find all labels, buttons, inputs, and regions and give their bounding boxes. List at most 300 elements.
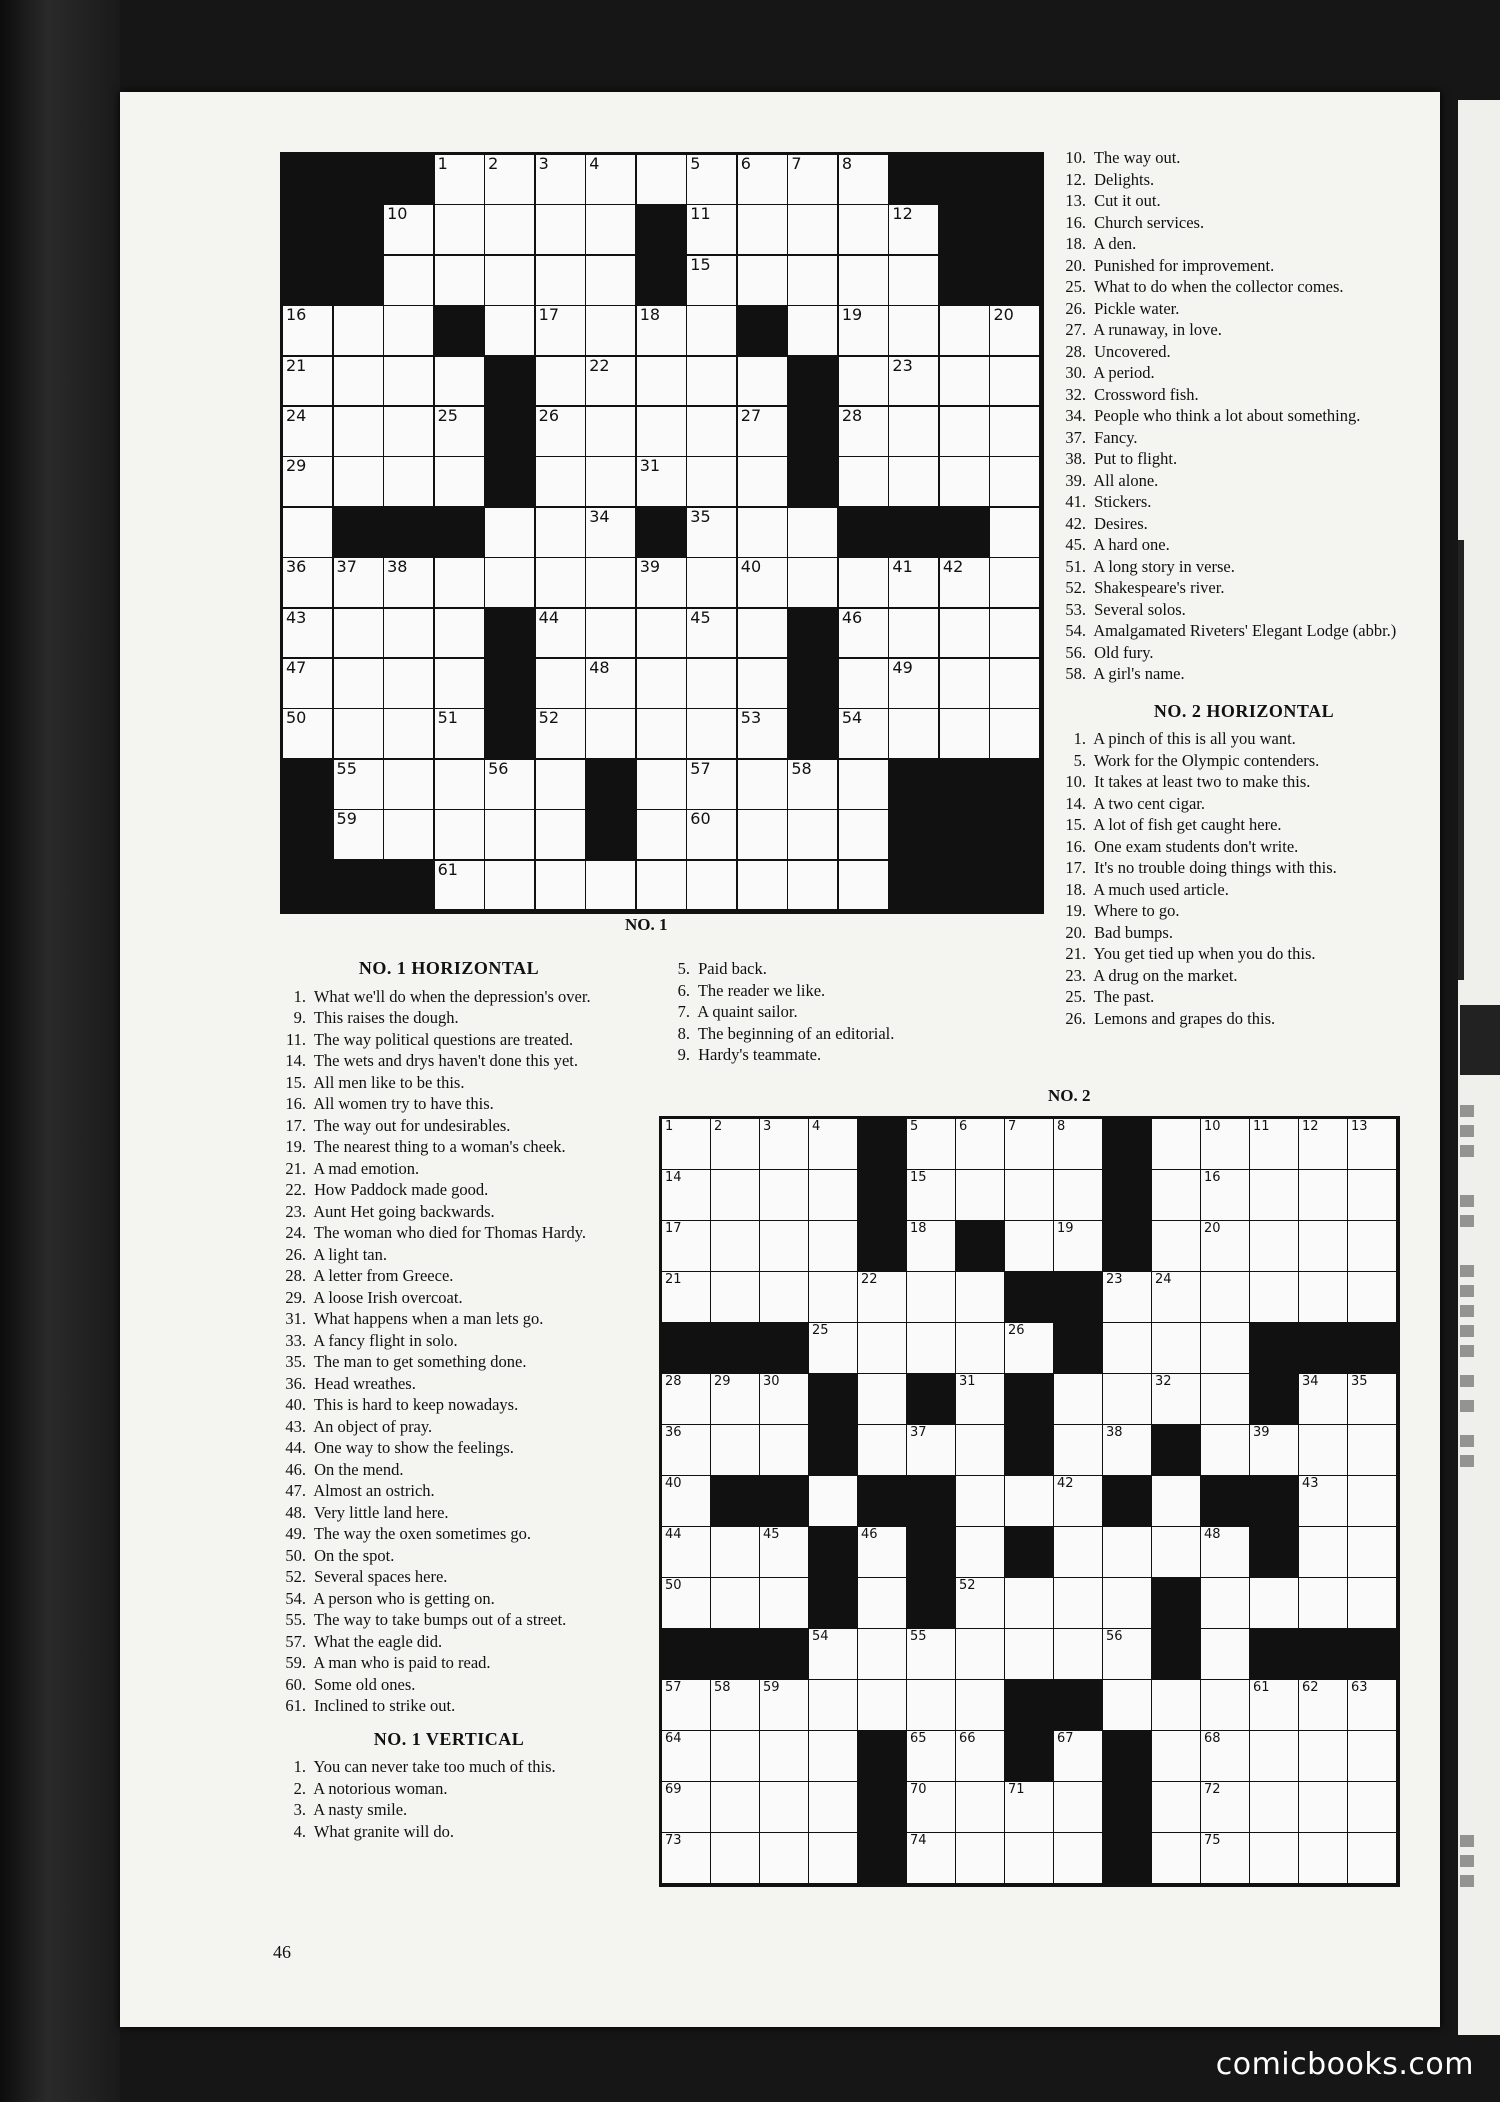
- crossword-no2-cell[interactable]: [1152, 1170, 1202, 1222]
- crossword-no2-cell[interactable]: [1005, 1782, 1055, 1834]
- crossword-no1-cell[interactable]: [788, 861, 839, 912]
- crossword-no1-cell[interactable]: [990, 407, 1041, 458]
- crossword-no1-cell[interactable]: [940, 407, 991, 458]
- crossword-no1-cell[interactable]: [435, 205, 486, 256]
- crossword-no2-cell[interactable]: [1348, 1119, 1398, 1171]
- crossword-no1-cell[interactable]: [435, 709, 486, 760]
- crossword-no2-cell[interactable]: [956, 1527, 1006, 1579]
- crossword-no2-cell[interactable]: [662, 1680, 712, 1732]
- crossword-no2-cell[interactable]: [662, 1476, 712, 1528]
- crossword-no2-cell[interactable]: [809, 1680, 859, 1732]
- crossword-no1-cell[interactable]: [687, 558, 738, 609]
- crossword-no2-cell[interactable]: [1201, 1527, 1251, 1579]
- crossword-no2-cell[interactable]: [956, 1476, 1006, 1528]
- crossword-no2-cell[interactable]: [956, 1119, 1006, 1171]
- crossword-no2-cell[interactable]: [1299, 1374, 1349, 1426]
- crossword-no1-cell[interactable]: [637, 659, 688, 710]
- crossword-no2-cell[interactable]: [760, 1731, 810, 1783]
- crossword-no2-cell[interactable]: [1152, 1221, 1202, 1273]
- crossword-no2-cell[interactable]: [907, 1425, 957, 1477]
- crossword-no1-cell[interactable]: [637, 457, 688, 508]
- crossword-no1-cell[interactable]: [889, 306, 940, 357]
- crossword-no2-cell[interactable]: [1348, 1527, 1398, 1579]
- crossword-no2-cell[interactable]: [1250, 1119, 1300, 1171]
- crossword-no1-cell[interactable]: [990, 558, 1041, 609]
- crossword-no1-cell[interactable]: [435, 609, 486, 660]
- crossword-no1-cell[interactable]: [687, 457, 738, 508]
- crossword-no1-cell[interactable]: [637, 306, 688, 357]
- crossword-no2-cell[interactable]: [1103, 1578, 1153, 1630]
- crossword-no2-cell[interactable]: [907, 1629, 957, 1681]
- crossword-no1-cell[interactable]: [839, 861, 890, 912]
- crossword-no1-cell[interactable]: [788, 508, 839, 559]
- crossword-no1-cell[interactable]: [536, 205, 587, 256]
- crossword-no2-cell[interactable]: [1054, 1374, 1104, 1426]
- crossword-no2-cell[interactable]: [760, 1170, 810, 1222]
- crossword-no1-cell[interactable]: [283, 659, 334, 710]
- crossword-no1-cell[interactable]: [889, 357, 940, 408]
- crossword-no1-cell[interactable]: [435, 558, 486, 609]
- crossword-no1-cell[interactable]: [687, 609, 738, 660]
- crossword-no1-cell[interactable]: [839, 407, 890, 458]
- crossword-no1-cell[interactable]: [738, 457, 789, 508]
- crossword-no1-cell[interactable]: [334, 760, 385, 811]
- crossword-no1-cell[interactable]: [586, 155, 637, 206]
- crossword-no2-cell[interactable]: [1005, 1629, 1055, 1681]
- crossword-no2-cell[interactable]: [760, 1782, 810, 1834]
- crossword-no2-cell[interactable]: [858, 1323, 908, 1375]
- crossword-no2-cell[interactable]: [1103, 1374, 1153, 1426]
- crossword-no2-cell[interactable]: [956, 1323, 1006, 1375]
- crossword-no2-cell[interactable]: [956, 1629, 1006, 1681]
- crossword-no2-cell[interactable]: [1250, 1578, 1300, 1630]
- crossword-no1-cell[interactable]: [637, 357, 688, 408]
- crossword-no2-cell[interactable]: [662, 1782, 712, 1834]
- crossword-no1-cell[interactable]: [738, 609, 789, 660]
- crossword-no2-cell[interactable]: [1103, 1272, 1153, 1324]
- crossword-no1-cell[interactable]: [435, 155, 486, 206]
- crossword-no2-cell[interactable]: [1152, 1476, 1202, 1528]
- crossword-no2-cell[interactable]: [1054, 1119, 1104, 1171]
- crossword-no2-cell[interactable]: [760, 1527, 810, 1579]
- crossword-no2-cell[interactable]: [1201, 1374, 1251, 1426]
- crossword-no1-cell[interactable]: [839, 357, 890, 408]
- crossword-no2-cell[interactable]: [809, 1221, 859, 1273]
- crossword-no2-cell[interactable]: [1054, 1782, 1104, 1834]
- crossword-no1-cell[interactable]: [839, 810, 890, 861]
- crossword-no2-cell[interactable]: [1054, 1833, 1104, 1885]
- crossword-no1-cell[interactable]: [435, 810, 486, 861]
- crossword-no2-cell[interactable]: [1201, 1578, 1251, 1630]
- crossword-no2-cell[interactable]: [1103, 1425, 1153, 1477]
- crossword-no1-cell[interactable]: [536, 659, 587, 710]
- crossword-no2-cell[interactable]: [1201, 1221, 1251, 1273]
- crossword-no1-cell[interactable]: [334, 407, 385, 458]
- crossword-no2-cell[interactable]: [1348, 1731, 1398, 1783]
- crossword-no1-cell[interactable]: [990, 357, 1041, 408]
- crossword-no1-cell[interactable]: [940, 357, 991, 408]
- crossword-no1-cell[interactable]: [839, 205, 890, 256]
- crossword-no1-cell[interactable]: [485, 558, 536, 609]
- crossword-no2-cell[interactable]: [760, 1578, 810, 1630]
- crossword-no1-cell[interactable]: [586, 609, 637, 660]
- crossword-no2-cell[interactable]: [1201, 1782, 1251, 1834]
- crossword-no2-cell[interactable]: [1201, 1425, 1251, 1477]
- crossword-no2-cell[interactable]: [1201, 1629, 1251, 1681]
- crossword-no1-cell[interactable]: [586, 457, 637, 508]
- crossword-no2-cell[interactable]: [956, 1833, 1006, 1885]
- crossword-no2-cell[interactable]: [858, 1629, 908, 1681]
- crossword-no1-cell[interactable]: [536, 558, 587, 609]
- crossword-no2-cell[interactable]: [1299, 1272, 1349, 1324]
- crossword-no1-cell[interactable]: [384, 205, 435, 256]
- crossword-no1-cell[interactable]: [435, 659, 486, 710]
- crossword-no1-cell[interactable]: [435, 357, 486, 408]
- crossword-no1-cell[interactable]: [536, 357, 587, 408]
- crossword-no2-cell[interactable]: [809, 1323, 859, 1375]
- crossword-no1-cell[interactable]: [384, 810, 435, 861]
- crossword-no1-cell[interactable]: [940, 709, 991, 760]
- crossword-no1-cell[interactable]: [637, 407, 688, 458]
- crossword-no1-cell[interactable]: [536, 609, 587, 660]
- crossword-no1-cell[interactable]: [485, 861, 536, 912]
- crossword-no2-cell[interactable]: [858, 1680, 908, 1732]
- crossword-no1-cell[interactable]: [889, 457, 940, 508]
- crossword-no1-cell[interactable]: [384, 609, 435, 660]
- crossword-no2-cell[interactable]: [1299, 1731, 1349, 1783]
- crossword-no2-cell[interactable]: [711, 1680, 761, 1732]
- crossword-no2-cell[interactable]: [956, 1425, 1006, 1477]
- crossword-no2-cell[interactable]: [711, 1170, 761, 1222]
- crossword-no2-cell[interactable]: [1152, 1833, 1202, 1885]
- crossword-no2-cell[interactable]: [1005, 1221, 1055, 1273]
- crossword-no1-cell[interactable]: [586, 306, 637, 357]
- crossword-no1-cell[interactable]: [283, 357, 334, 408]
- crossword-no2-cell[interactable]: [662, 1272, 712, 1324]
- crossword-no1-cell[interactable]: [586, 558, 637, 609]
- crossword-no1-cell[interactable]: [687, 810, 738, 861]
- crossword-no2-cell[interactable]: [1348, 1272, 1398, 1324]
- crossword-no1-cell[interactable]: [586, 205, 637, 256]
- crossword-no2-cell[interactable]: [662, 1425, 712, 1477]
- crossword-no1-cell[interactable]: [435, 457, 486, 508]
- crossword-no2-cell[interactable]: [1103, 1680, 1153, 1732]
- crossword-no1-cell[interactable]: [586, 508, 637, 559]
- crossword-no2-cell[interactable]: [711, 1782, 761, 1834]
- crossword-no2-cell[interactable]: [760, 1374, 810, 1426]
- crossword-no1-cell[interactable]: [283, 306, 334, 357]
- crossword-no1-cell[interactable]: [536, 861, 587, 912]
- crossword-no2-cell[interactable]: [907, 1119, 957, 1171]
- crossword-no1-cell[interactable]: [889, 558, 940, 609]
- crossword-no1-cell[interactable]: [485, 155, 536, 206]
- crossword-no1-cell[interactable]: [889, 205, 940, 256]
- crossword-no1-cell[interactable]: [738, 709, 789, 760]
- crossword-no2-cell[interactable]: [1250, 1782, 1300, 1834]
- crossword-no1-cell[interactable]: [334, 810, 385, 861]
- crossword-no1-cell[interactable]: [788, 256, 839, 307]
- crossword-no1-cell[interactable]: [940, 457, 991, 508]
- crossword-no2-cell[interactable]: [956, 1782, 1006, 1834]
- crossword-no1-cell[interactable]: [990, 609, 1041, 660]
- crossword-no2-cell[interactable]: [809, 1272, 859, 1324]
- crossword-no2-cell[interactable]: [1201, 1170, 1251, 1222]
- crossword-no1-cell[interactable]: [586, 709, 637, 760]
- crossword-no2-cell[interactable]: [662, 1170, 712, 1222]
- crossword-no1-cell[interactable]: [687, 709, 738, 760]
- crossword-no2-cell[interactable]: [809, 1833, 859, 1885]
- crossword-no1-cell[interactable]: [637, 709, 688, 760]
- crossword-no1-cell[interactable]: [940, 306, 991, 357]
- crossword-no1-cell[interactable]: [738, 256, 789, 307]
- crossword-no2-cell[interactable]: [662, 1527, 712, 1579]
- crossword-no1-cell[interactable]: [839, 306, 890, 357]
- crossword-no2-cell[interactable]: [809, 1476, 859, 1528]
- crossword-no1-cell[interactable]: [384, 558, 435, 609]
- crossword-no2-cell[interactable]: [662, 1374, 712, 1426]
- crossword-no2-cell[interactable]: [1348, 1680, 1398, 1732]
- crossword-no2-cell[interactable]: [1152, 1782, 1202, 1834]
- crossword-no1-cell[interactable]: [384, 709, 435, 760]
- crossword-no1-cell[interactable]: [536, 810, 587, 861]
- crossword-no2-cell[interactable]: [1152, 1680, 1202, 1732]
- crossword-no2-cell[interactable]: [956, 1731, 1006, 1783]
- crossword-no2-cell[interactable]: [858, 1578, 908, 1630]
- crossword-no1-cell[interactable]: [384, 306, 435, 357]
- crossword-no1-cell[interactable]: [839, 659, 890, 710]
- crossword-no2-cell[interactable]: [1054, 1221, 1104, 1273]
- crossword-no2-cell[interactable]: [662, 1119, 712, 1171]
- crossword-no1-cell[interactable]: [889, 709, 940, 760]
- crossword-no1-cell[interactable]: [738, 810, 789, 861]
- crossword-no2-cell[interactable]: [1005, 1323, 1055, 1375]
- crossword-no1-cell[interactable]: [536, 457, 587, 508]
- crossword-no2-cell[interactable]: [1054, 1425, 1104, 1477]
- crossword-no1-cell[interactable]: [283, 709, 334, 760]
- crossword-no2-cell[interactable]: [1152, 1527, 1202, 1579]
- crossword-no1-cell[interactable]: [940, 659, 991, 710]
- crossword-no1-cell[interactable]: [637, 861, 688, 912]
- crossword-no2-cell[interactable]: [809, 1629, 859, 1681]
- crossword-no2-cell[interactable]: [1054, 1527, 1104, 1579]
- crossword-no1-cell[interactable]: [940, 609, 991, 660]
- crossword-no1-cell[interactable]: [536, 709, 587, 760]
- crossword-no2-cell[interactable]: [1348, 1578, 1398, 1630]
- crossword-no2-cell[interactable]: [1152, 1119, 1202, 1171]
- crossword-no1-cell[interactable]: [738, 861, 789, 912]
- crossword-no2-cell[interactable]: [1348, 1833, 1398, 1885]
- crossword-no2-cell[interactable]: [1299, 1782, 1349, 1834]
- crossword-no1-cell[interactable]: [485, 760, 536, 811]
- crossword-no2-cell[interactable]: [907, 1272, 957, 1324]
- crossword-no2-cell[interactable]: [956, 1272, 1006, 1324]
- crossword-no2-cell[interactable]: [956, 1374, 1006, 1426]
- crossword-no1-cell[interactable]: [637, 760, 688, 811]
- crossword-no2-cell[interactable]: [1250, 1731, 1300, 1783]
- crossword-no1-cell[interactable]: [485, 256, 536, 307]
- crossword-no2-cell[interactable]: [1299, 1221, 1349, 1273]
- crossword-no2-cell[interactable]: [1201, 1323, 1251, 1375]
- crossword-no1-cell[interactable]: [536, 256, 587, 307]
- crossword-no2-cell[interactable]: [1005, 1119, 1055, 1171]
- crossword-no1-cell[interactable]: [334, 558, 385, 609]
- crossword-no1-cell[interactable]: [536, 306, 587, 357]
- crossword-no1-cell[interactable]: [283, 609, 334, 660]
- crossword-no1-cell[interactable]: [738, 155, 789, 206]
- crossword-no2-cell[interactable]: [1152, 1731, 1202, 1783]
- crossword-no1-cell[interactable]: [990, 457, 1041, 508]
- crossword-no2-cell[interactable]: [662, 1578, 712, 1630]
- crossword-no1-cell[interactable]: [738, 659, 789, 710]
- crossword-no1-cell[interactable]: [485, 205, 536, 256]
- crossword-no2-cell[interactable]: [1005, 1833, 1055, 1885]
- crossword-no1-cell[interactable]: [687, 508, 738, 559]
- crossword-no2-cell[interactable]: [907, 1170, 957, 1222]
- crossword-no2-cell[interactable]: [1348, 1476, 1398, 1528]
- crossword-no2-cell[interactable]: [858, 1425, 908, 1477]
- crossword-no1-cell[interactable]: [889, 659, 940, 710]
- crossword-no2-cell[interactable]: [711, 1425, 761, 1477]
- crossword-no1-cell[interactable]: [788, 810, 839, 861]
- crossword-no2-cell[interactable]: [809, 1170, 859, 1222]
- crossword-no1-cell[interactable]: [435, 407, 486, 458]
- crossword-no2-cell[interactable]: [1250, 1170, 1300, 1222]
- crossword-no2-cell[interactable]: [711, 1833, 761, 1885]
- crossword-no1-cell[interactable]: [536, 155, 587, 206]
- crossword-no2-cell[interactable]: [662, 1221, 712, 1273]
- crossword-no1-cell[interactable]: [283, 457, 334, 508]
- crossword-no1-cell[interactable]: [687, 861, 738, 912]
- crossword-no2-cell[interactable]: [1299, 1425, 1349, 1477]
- crossword-no1-cell[interactable]: [889, 407, 940, 458]
- crossword-no2-cell[interactable]: [858, 1374, 908, 1426]
- crossword-no2-cell[interactable]: [1054, 1578, 1104, 1630]
- crossword-no2-cell[interactable]: [1103, 1527, 1153, 1579]
- crossword-no2-cell[interactable]: [1348, 1170, 1398, 1222]
- crossword-no1-cell[interactable]: [839, 760, 890, 811]
- crossword-no1-cell[interactable]: [536, 508, 587, 559]
- crossword-no2-cell[interactable]: [1054, 1629, 1104, 1681]
- crossword-no2-cell[interactable]: [711, 1731, 761, 1783]
- crossword-no1-cell[interactable]: [384, 357, 435, 408]
- crossword-no2-cell[interactable]: [711, 1374, 761, 1426]
- crossword-no2-cell[interactable]: [1201, 1680, 1251, 1732]
- crossword-no2-cell[interactable]: [907, 1833, 957, 1885]
- crossword-no2-cell[interactable]: [858, 1527, 908, 1579]
- crossword-no2-cell[interactable]: [1152, 1374, 1202, 1426]
- crossword-no1-cell[interactable]: [839, 709, 890, 760]
- crossword-no2-cell[interactable]: [1152, 1323, 1202, 1375]
- crossword-no2-cell[interactable]: [809, 1782, 859, 1834]
- crossword-no1-cell[interactable]: [839, 457, 890, 508]
- crossword-no1-cell[interactable]: [738, 558, 789, 609]
- crossword-no1-cell[interactable]: [687, 357, 738, 408]
- crossword-no2-cell[interactable]: [1299, 1680, 1349, 1732]
- crossword-no2-cell[interactable]: [1201, 1272, 1251, 1324]
- crossword-no2-cell[interactable]: [907, 1731, 957, 1783]
- crossword-no2-cell[interactable]: [1005, 1476, 1055, 1528]
- crossword-no2-cell[interactable]: [1299, 1476, 1349, 1528]
- crossword-no2-cell[interactable]: [1299, 1170, 1349, 1222]
- crossword-no2-cell[interactable]: [662, 1833, 712, 1885]
- crossword-no1-cell[interactable]: [788, 306, 839, 357]
- crossword-no1-cell[interactable]: [435, 760, 486, 811]
- crossword-no2-cell[interactable]: [1348, 1425, 1398, 1477]
- crossword-no2-cell[interactable]: [662, 1731, 712, 1783]
- crossword-no2-cell[interactable]: [1299, 1527, 1349, 1579]
- crossword-no2-cell[interactable]: [907, 1782, 957, 1834]
- crossword-no2-cell[interactable]: [1250, 1833, 1300, 1885]
- crossword-no2-cell[interactable]: [809, 1731, 859, 1783]
- crossword-no1-cell[interactable]: [788, 760, 839, 811]
- crossword-no1-cell[interactable]: [687, 256, 738, 307]
- crossword-no1-cell[interactable]: [384, 760, 435, 811]
- crossword-no1-cell[interactable]: [586, 861, 637, 912]
- crossword-no2-cell[interactable]: [711, 1272, 761, 1324]
- crossword-no2-cell[interactable]: [1103, 1323, 1153, 1375]
- crossword-no1-cell[interactable]: [889, 256, 940, 307]
- crossword-no1-cell[interactable]: [384, 457, 435, 508]
- crossword-no1-cell[interactable]: [738, 205, 789, 256]
- crossword-no1-cell[interactable]: [687, 155, 738, 206]
- crossword-no1-cell[interactable]: [334, 609, 385, 660]
- crossword-no2-cell[interactable]: [1054, 1476, 1104, 1528]
- crossword-no1-cell[interactable]: [990, 709, 1041, 760]
- crossword-no1-cell[interactable]: [687, 205, 738, 256]
- crossword-no2-cell[interactable]: [1201, 1119, 1251, 1171]
- crossword-no1-cell[interactable]: [839, 256, 890, 307]
- crossword-no2-cell[interactable]: [809, 1119, 859, 1171]
- crossword-no2-cell[interactable]: [1201, 1833, 1251, 1885]
- crossword-no2-cell[interactable]: [1299, 1578, 1349, 1630]
- crossword-no2-cell[interactable]: [711, 1527, 761, 1579]
- crossword-no2-cell[interactable]: [907, 1221, 957, 1273]
- crossword-no1-cell[interactable]: [384, 407, 435, 458]
- crossword-no1-cell[interactable]: [334, 357, 385, 408]
- crossword-no2-cell[interactable]: [1299, 1833, 1349, 1885]
- crossword-no1-cell[interactable]: [384, 659, 435, 710]
- crossword-no1-cell[interactable]: [283, 407, 334, 458]
- crossword-no1-cell[interactable]: [738, 357, 789, 408]
- crossword-no2-cell[interactable]: [1250, 1272, 1300, 1324]
- crossword-no1-cell[interactable]: [738, 508, 789, 559]
- crossword-no1-cell[interactable]: [788, 205, 839, 256]
- crossword-no1-cell[interactable]: [435, 256, 486, 307]
- crossword-no2-cell[interactable]: [760, 1272, 810, 1324]
- crossword-no2-cell[interactable]: [760, 1680, 810, 1732]
- crossword-no2-cell[interactable]: [1348, 1782, 1398, 1834]
- crossword-no2-cell[interactable]: [1103, 1629, 1153, 1681]
- crossword-no1-cell[interactable]: [687, 407, 738, 458]
- crossword-no2-cell[interactable]: [907, 1680, 957, 1732]
- crossword-no1-cell[interactable]: [990, 659, 1041, 710]
- crossword-no1-cell[interactable]: [687, 306, 738, 357]
- crossword-no1-cell[interactable]: [738, 407, 789, 458]
- crossword-no1-cell[interactable]: [283, 508, 334, 559]
- crossword-no1-cell[interactable]: [788, 558, 839, 609]
- crossword-no2-cell[interactable]: [956, 1680, 1006, 1732]
- crossword-no2-cell[interactable]: [711, 1578, 761, 1630]
- crossword-no1-cell[interactable]: [384, 256, 435, 307]
- crossword-no1-cell[interactable]: [485, 810, 536, 861]
- crossword-no2-cell[interactable]: [1250, 1425, 1300, 1477]
- crossword-no2-cell[interactable]: [858, 1272, 908, 1324]
- crossword-no1-cell[interactable]: [637, 609, 688, 660]
- crossword-no1-cell[interactable]: [334, 709, 385, 760]
- crossword-no1-cell[interactable]: [485, 508, 536, 559]
- crossword-no1-cell[interactable]: [839, 155, 890, 206]
- crossword-no1-cell[interactable]: [334, 457, 385, 508]
